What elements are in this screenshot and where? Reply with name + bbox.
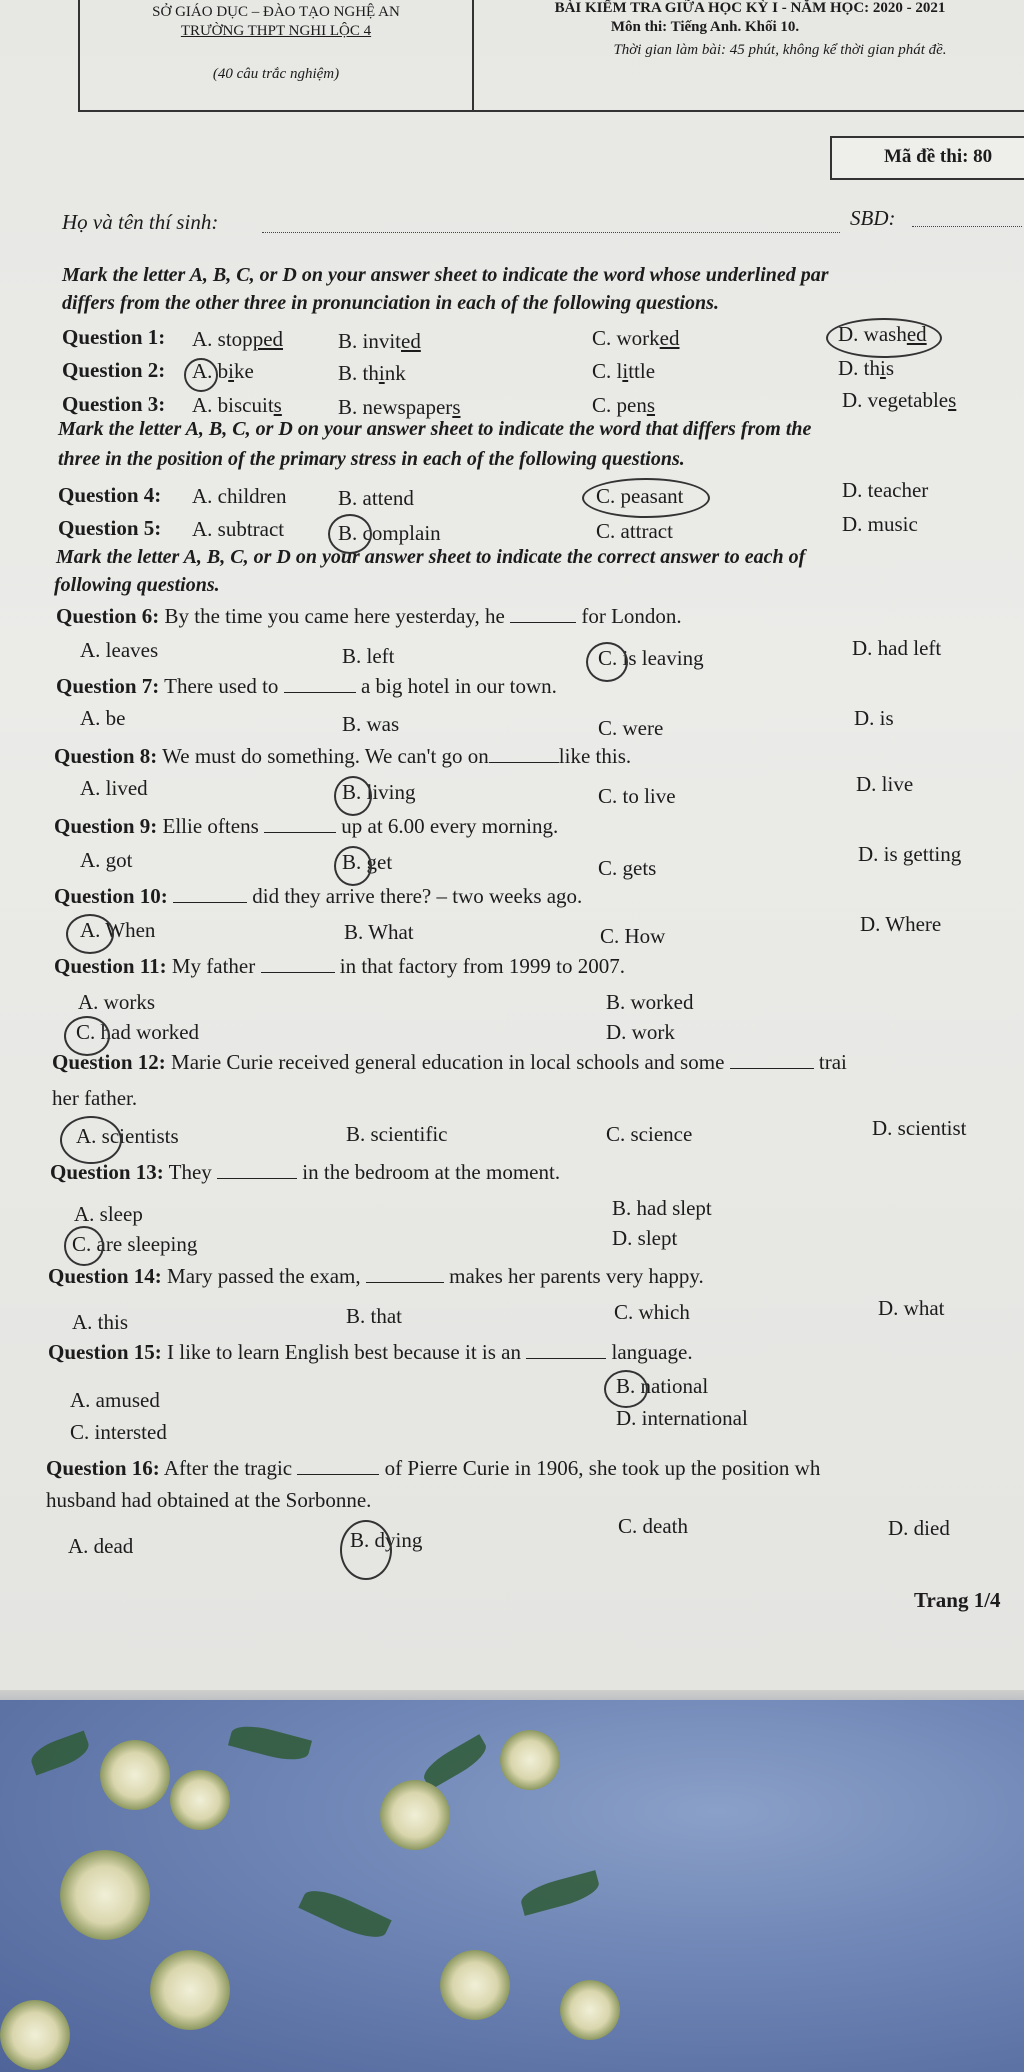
question-12: Question 12: Marie Curie received general education in local schools and some trai <box>52 1050 847 1074</box>
q13-option-c: C. are sleeping <box>72 1232 198 1256</box>
q3-option-b: B. newspapers <box>338 395 461 419</box>
exam-code: Mã đề thi: 80 <box>884 146 993 167</box>
q7-option-c: C. were <box>598 716 664 740</box>
q12-option-a: A. scientists <box>76 1124 179 1148</box>
header-right-box <box>470 0 1024 112</box>
q7-option-a: A. be <box>80 706 126 730</box>
q3-option-a: A. biscuits <box>192 393 282 417</box>
flower-decoration <box>60 1850 150 1940</box>
leaf-decoration <box>419 1734 492 1790</box>
exam-code-box <box>830 136 1024 180</box>
q7-option-d: D. is <box>854 706 894 730</box>
instruction-pronunciation-line1: Mark the letter A, B, C, or D on your answer sheet to indicate the word whose underlined par <box>62 264 829 286</box>
q1-option-a: A. stopped <box>192 327 284 351</box>
page-number: Trang 1/4 <box>914 1588 1001 1612</box>
answer-circle-q8 <box>334 776 372 816</box>
q8-option-b: B. living <box>342 780 416 804</box>
q5-option-b: B. complain <box>338 521 441 545</box>
leaf-decoration <box>518 1870 602 1916</box>
flower-decoration <box>380 1780 450 1850</box>
q6-option-c: C. is leaving <box>598 646 704 670</box>
question-6: Question 6: By the time you came here yesterday, he for London. <box>56 604 682 628</box>
candidate-name-label: Họ và tên thí sinh: <box>62 210 219 234</box>
q12-option-d: D. scientist <box>872 1116 967 1140</box>
q10-option-c: C. How <box>600 924 666 948</box>
q16-option-d: D. died <box>888 1516 950 1540</box>
leaf-decoration <box>27 1731 92 1776</box>
q16-line2: husband had obtained at the Sorbonne. <box>46 1488 372 1512</box>
instruction-stress-line1: Mark the letter A, B, C, or D on your answer sheet to indicate the word that differs from the <box>58 418 812 440</box>
q2-option-b: B. think <box>338 361 406 385</box>
instruction-correct-line2: following questions. <box>54 574 220 596</box>
q1-option-c: C. worked <box>592 326 680 350</box>
q6-option-d: D. had left <box>852 636 942 660</box>
flower-decoration <box>560 1980 620 2040</box>
question-count: (40 câu trắc nghiệm) <box>212 66 340 82</box>
q13-option-d: D. slept <box>612 1226 678 1250</box>
answer-circle-q2 <box>184 358 218 392</box>
question-10: Question 10: did they arrive there? – two weeks ago. <box>54 884 583 908</box>
question-3: Question 3: <box>62 392 166 416</box>
flower-decoration <box>170 1770 230 1830</box>
answer-circle-q6 <box>586 642 628 682</box>
q10-option-a: A. When <box>80 918 156 942</box>
instruction-correct-line1: Mark the letter A, B, C, or D on your answer sheet to indicate the correct answer to each of <box>56 546 806 568</box>
q14-option-a: A. this <box>72 1310 129 1334</box>
exam-title: BÀI KIỂM TRA GIỮA HỌC KỲ I - NĂM HỌC: 2020 - 2021 <box>554 0 946 16</box>
answer-circle-q10 <box>66 914 114 954</box>
answer-circle-q1 <box>826 318 942 358</box>
q5-option-a: A. subtract <box>192 517 285 541</box>
q1-option-b: B. invited <box>338 329 421 353</box>
q4-option-a: A. children <box>192 484 287 508</box>
q1-option-d: D. washed <box>838 322 927 346</box>
q15-option-c: C. intersted <box>70 1420 167 1444</box>
q8-option-a: A. lived <box>80 776 148 800</box>
q5-option-d: D. music <box>842 512 918 536</box>
q6-option-b: B. left <box>342 644 395 668</box>
q9-option-a: A. got <box>80 848 133 872</box>
q12-option-b: B. scientific <box>346 1122 448 1146</box>
question-4: Question 4: <box>58 483 162 507</box>
exam-time: Thời gian làm bài: 45 phút, không kể thời gian phát đề. <box>613 42 947 58</box>
leaf-decoration <box>298 1882 391 1945</box>
q2-option-c: C. little <box>592 359 656 383</box>
exam-subject: Môn thi: Tiếng Anh. Khối 10. <box>610 19 800 35</box>
leaf-decoration <box>228 1720 312 1766</box>
q13-option-a: A. sleep <box>74 1202 143 1226</box>
answer-circle-q9 <box>334 846 372 886</box>
flower-decoration <box>500 1730 560 1790</box>
flower-decoration <box>440 1950 510 2020</box>
instruction-stress-line2: three in the position of the primary stress in each of the following questions. <box>58 448 685 470</box>
q2-option-a: A. bike <box>192 359 254 383</box>
q6-option-a: A. leaves <box>80 638 159 662</box>
q3-option-c: C. pens <box>592 393 656 417</box>
q10-option-d: D. Where <box>860 912 942 936</box>
floral-tablecloth-background <box>0 1700 1024 2072</box>
question-15: Question 15: I like to learn English best because it is an language. <box>48 1340 693 1364</box>
candidate-name-line <box>262 232 840 233</box>
q9-option-c: C. gets <box>598 856 657 880</box>
q2-option-d: D. this <box>838 356 895 380</box>
q16-option-c: C. death <box>618 1514 688 1538</box>
q7-option-b: B. was <box>342 712 400 736</box>
q9-option-b: B. get <box>342 850 393 874</box>
q15-option-b: B. national <box>616 1374 709 1398</box>
q15-option-a: A. amused <box>70 1388 160 1412</box>
q3-option-d: D. vegetables <box>842 388 957 412</box>
answer-circle-q15 <box>604 1370 648 1408</box>
answer-circle-q16 <box>340 1520 392 1580</box>
question-11: Question 11: My father in that factory from 1999 to 2007. <box>54 954 625 978</box>
question-5: Question 5: <box>58 516 162 540</box>
answer-circle-q12 <box>60 1116 122 1164</box>
q11-option-d: D. work <box>606 1020 675 1044</box>
question-16: Question 16: After the tragic of Pierre Curie in 1906, she took up the position wh <box>46 1456 821 1480</box>
q11-option-b: B. worked <box>606 990 694 1014</box>
question-13: Question 13: They in the bedroom at the moment. <box>50 1160 561 1184</box>
q16-option-b: B. dying <box>350 1528 423 1552</box>
q15-option-d: D. international <box>616 1406 748 1430</box>
question-9: Question 9: Ellie oftens up at 6.00 every morning. <box>54 814 559 838</box>
question-14: Question 14: Mary passed the exam, makes her parents very happy. <box>48 1264 704 1288</box>
q8-option-d: D. live <box>856 772 914 796</box>
answer-circle-q13 <box>64 1226 104 1266</box>
instruction-pronunciation-line2: differs from the other three in pronunciation in each of the following questions. <box>62 292 719 314</box>
q4-option-b: B. attend <box>338 486 414 510</box>
flower-decoration <box>0 2000 70 2070</box>
q10-option-b: B. What <box>344 920 414 944</box>
q12-option-c: C. science <box>606 1122 693 1146</box>
q4-option-c: C. peasant <box>596 484 684 508</box>
q12-line2: her father. <box>52 1086 138 1110</box>
q14-option-d: D. what <box>878 1296 945 1320</box>
answer-circle-q4 <box>582 478 710 518</box>
sbd-line <box>912 226 1022 227</box>
header-left-box <box>78 0 474 112</box>
q14-option-c: C. which <box>614 1300 690 1324</box>
q16-option-a: A. dead <box>68 1534 134 1558</box>
department-name: SỞ GIÁO DỤC – ĐÀO TẠO NGHỆ AN <box>152 4 400 20</box>
q4-option-d: D. teacher <box>842 478 929 502</box>
q11-option-a: A. works <box>78 990 155 1014</box>
flower-decoration <box>150 1950 230 2030</box>
q9-option-d: D. is getting <box>858 842 962 866</box>
question-8: Question 8: We must do something. We can't go on like this. <box>54 744 632 768</box>
question-1: Question 1: <box>62 325 166 349</box>
q13-option-b: B. had slept <box>612 1196 712 1220</box>
flower-decoration <box>100 1740 170 1810</box>
school-name: TRƯỜNG THPT NGHI LỘC 4 <box>180 23 372 39</box>
q8-option-c: C. to live <box>598 784 676 808</box>
q14-option-b: B. that <box>346 1304 402 1328</box>
question-7: Question 7: There used to a big hotel in our town. <box>56 674 557 698</box>
q5-option-c: C. attract <box>596 519 673 543</box>
question-2: Question 2: <box>62 358 166 382</box>
q11-option-c: C. had worked <box>76 1020 200 1044</box>
sbd-label: SBD: <box>850 206 896 230</box>
